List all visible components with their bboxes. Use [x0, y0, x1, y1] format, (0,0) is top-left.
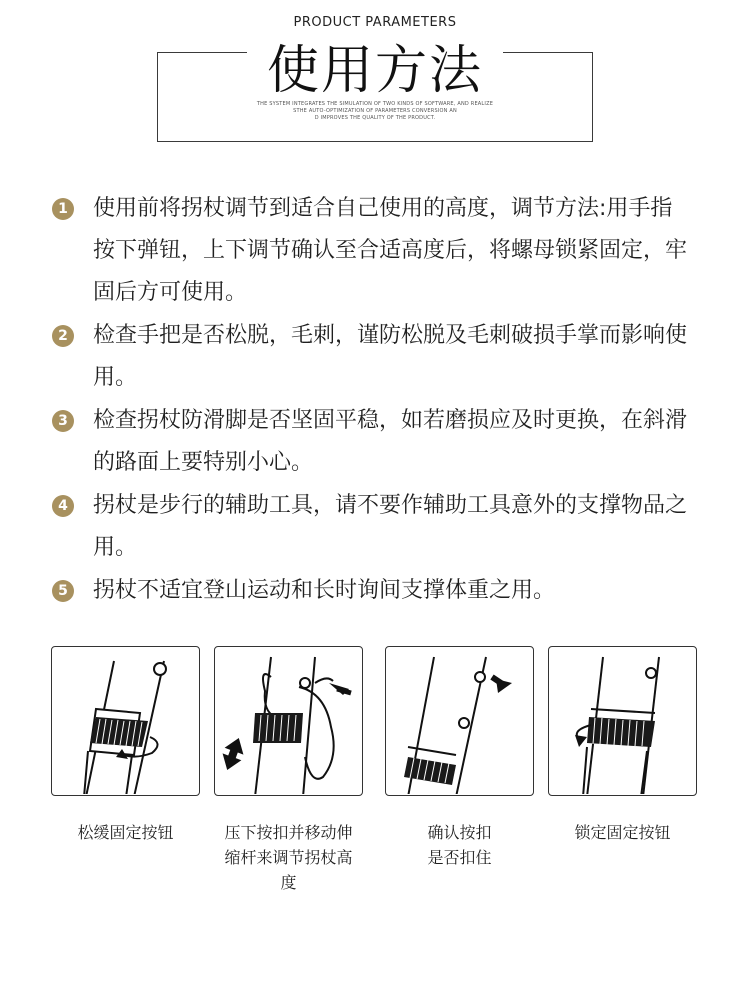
tagline-line: D IMPROVES THE QUALITY OF THE PRODUCT.: [314, 115, 436, 121]
section-subtitle: PRODUCT PARAMETERS: [293, 15, 457, 30]
page-title: 使用方法: [266, 41, 483, 101]
step-item: [52, 485, 702, 569]
illustration-row: [51, 646, 701, 796]
usage-steps: [52, 188, 702, 613]
press-adjust-icon: [215, 647, 361, 794]
confirm-button-icon: [386, 647, 532, 794]
illustration-caption: 锁定固定按钮: [574, 823, 671, 842]
step-number-badge: 1: [52, 198, 74, 220]
tagline: [0, 101, 750, 122]
illustration-caption: 确认按扣是否扣住: [427, 823, 492, 867]
illustration-caption: 松缓固定按钮: [77, 823, 174, 842]
illustration-card: [51, 646, 200, 796]
step-text: 拐杖是步行的辅助工具，请不要作辅助工具意外的支撑物品之用。: [93, 493, 688, 560]
step-item: [52, 315, 702, 399]
tagline-line: STHE AUTO-OPTIMIZATION OF PARAMETERS CONVERSION AN: [293, 108, 457, 114]
step-text: 拐杖不适宜登山运动和长时询间支撑体重之用。: [93, 578, 556, 603]
step-number-badge: 3: [52, 410, 74, 432]
step-number-badge: 5: [52, 580, 74, 602]
step-item: [52, 570, 702, 612]
illustration-caption: 压下按扣并移动伸缩杆来调节拐杖高度: [224, 823, 353, 892]
illustration-card: [548, 646, 697, 796]
step-item: [52, 188, 702, 314]
step-item: [52, 400, 702, 484]
step-text: 检查拐杖防滑脚是否坚固平稳，如若磨损应及时更换，在斜滑的路面上要特别小心。: [93, 408, 688, 475]
loosen-lock-icon: [52, 647, 198, 794]
step-text: 使用前将拐杖调节到适合自己使用的高度，调节方法:用手指按下弹钮，上下调节确认至合适高度后，将螺母锁紧固定，牢固后方可使用。: [93, 196, 688, 305]
step-number-badge: 2: [52, 325, 74, 347]
tagline-line: THE SYSTEM INTEGRATES THE SIMULATION OF TWO KINDS OF SOFTWARE, AND REALIZE: [256, 101, 494, 107]
illustration-card: [214, 646, 363, 796]
step-number-badge: 4: [52, 495, 74, 517]
step-text: 检查手把是否松脱，毛刺，谨防松脱及毛刺破损手掌而影响使用。: [93, 323, 688, 390]
illustration-card: [385, 646, 534, 796]
lock-ring-icon: [549, 647, 695, 794]
